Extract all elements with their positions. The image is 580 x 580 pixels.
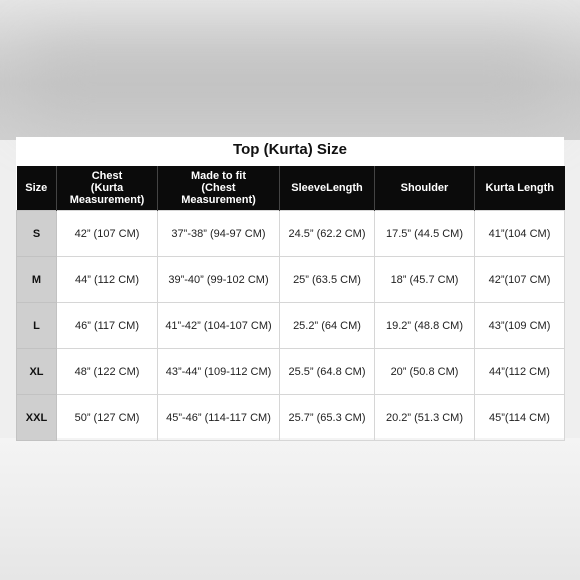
measurement-cell: 44” (112 CM) [57,257,158,303]
column-header-chest: Chest (Kurta Measurement) [57,166,158,211]
measurement-cell: 45”(114 CM) [475,395,565,441]
column-header-made-to-fit: Made to fit (Chest Measurement) [158,166,280,211]
size-label-cell: XXL [17,395,57,441]
measurement-cell: 43”(109 CM) [475,303,565,349]
measurement-cell: 20” (50.8 CM) [375,349,475,395]
measurement-cell: 50” (127 CM) [57,395,158,441]
measurement-cell: 44”(112 CM) [475,349,565,395]
measurement-cell: 41”-42” (104-107 CM) [158,303,280,349]
table-row [17,257,565,303]
size-label-cell: M [17,257,57,303]
measurement-cell: 42” (107 CM) [57,211,158,257]
size-label-cell: XL [17,349,57,395]
size-label-cell: L [17,303,57,349]
measurement-cell: 18” (45.7 CM) [375,257,475,303]
measurement-cell: 25.5” (64.8 CM) [280,349,375,395]
column-header-sleeve-length: SleeveLength [280,166,375,211]
measurement-cell: 43”-44” (109-112 CM) [158,349,280,395]
measurement-cell: 20.2” (51.3 CM) [375,395,475,441]
measurement-cell: 25” (63.5 CM) [280,257,375,303]
measurement-cell: 46” (117 CM) [57,303,158,349]
table-row [17,395,565,441]
measurement-cell: 17.5” (44.5 CM) [375,211,475,257]
table-header [17,166,565,211]
size-label-cell: S [17,211,57,257]
header-row [17,166,565,211]
measurement-cell: 45”-46” (114-117 CM) [158,395,280,441]
measurement-cell: 37”-38” (94-97 CM) [158,211,280,257]
measurement-cell: 39”-40” (99-102 CM) [158,257,280,303]
column-header-size: Size [17,166,57,211]
table-body [17,211,565,441]
table-row [17,349,565,395]
measurement-cell: 25.7” (65.3 CM) [280,395,375,441]
measurement-cell: 41”(104 CM) [475,211,565,257]
column-header-kurta-length: Kurta Length [475,166,565,211]
measurement-cell: 42”(107 CM) [475,257,565,303]
background-blur-shape [30,40,550,120]
table-row [17,303,565,349]
measurement-cell: 24.5” (62.2 CM) [280,211,375,257]
size-chart-card [16,137,564,438]
column-header-shoulder: Shoulder [375,166,475,211]
measurement-cell: 19.2” (48.8 CM) [375,303,475,349]
size-table [16,166,565,441]
chart-title: Top (Kurta) Size [233,141,347,158]
measurement-cell: 48” (122 CM) [57,349,158,395]
background-bottom [0,438,580,580]
measurement-cell: 25.2” (64 CM) [280,303,375,349]
table-row [17,211,565,257]
